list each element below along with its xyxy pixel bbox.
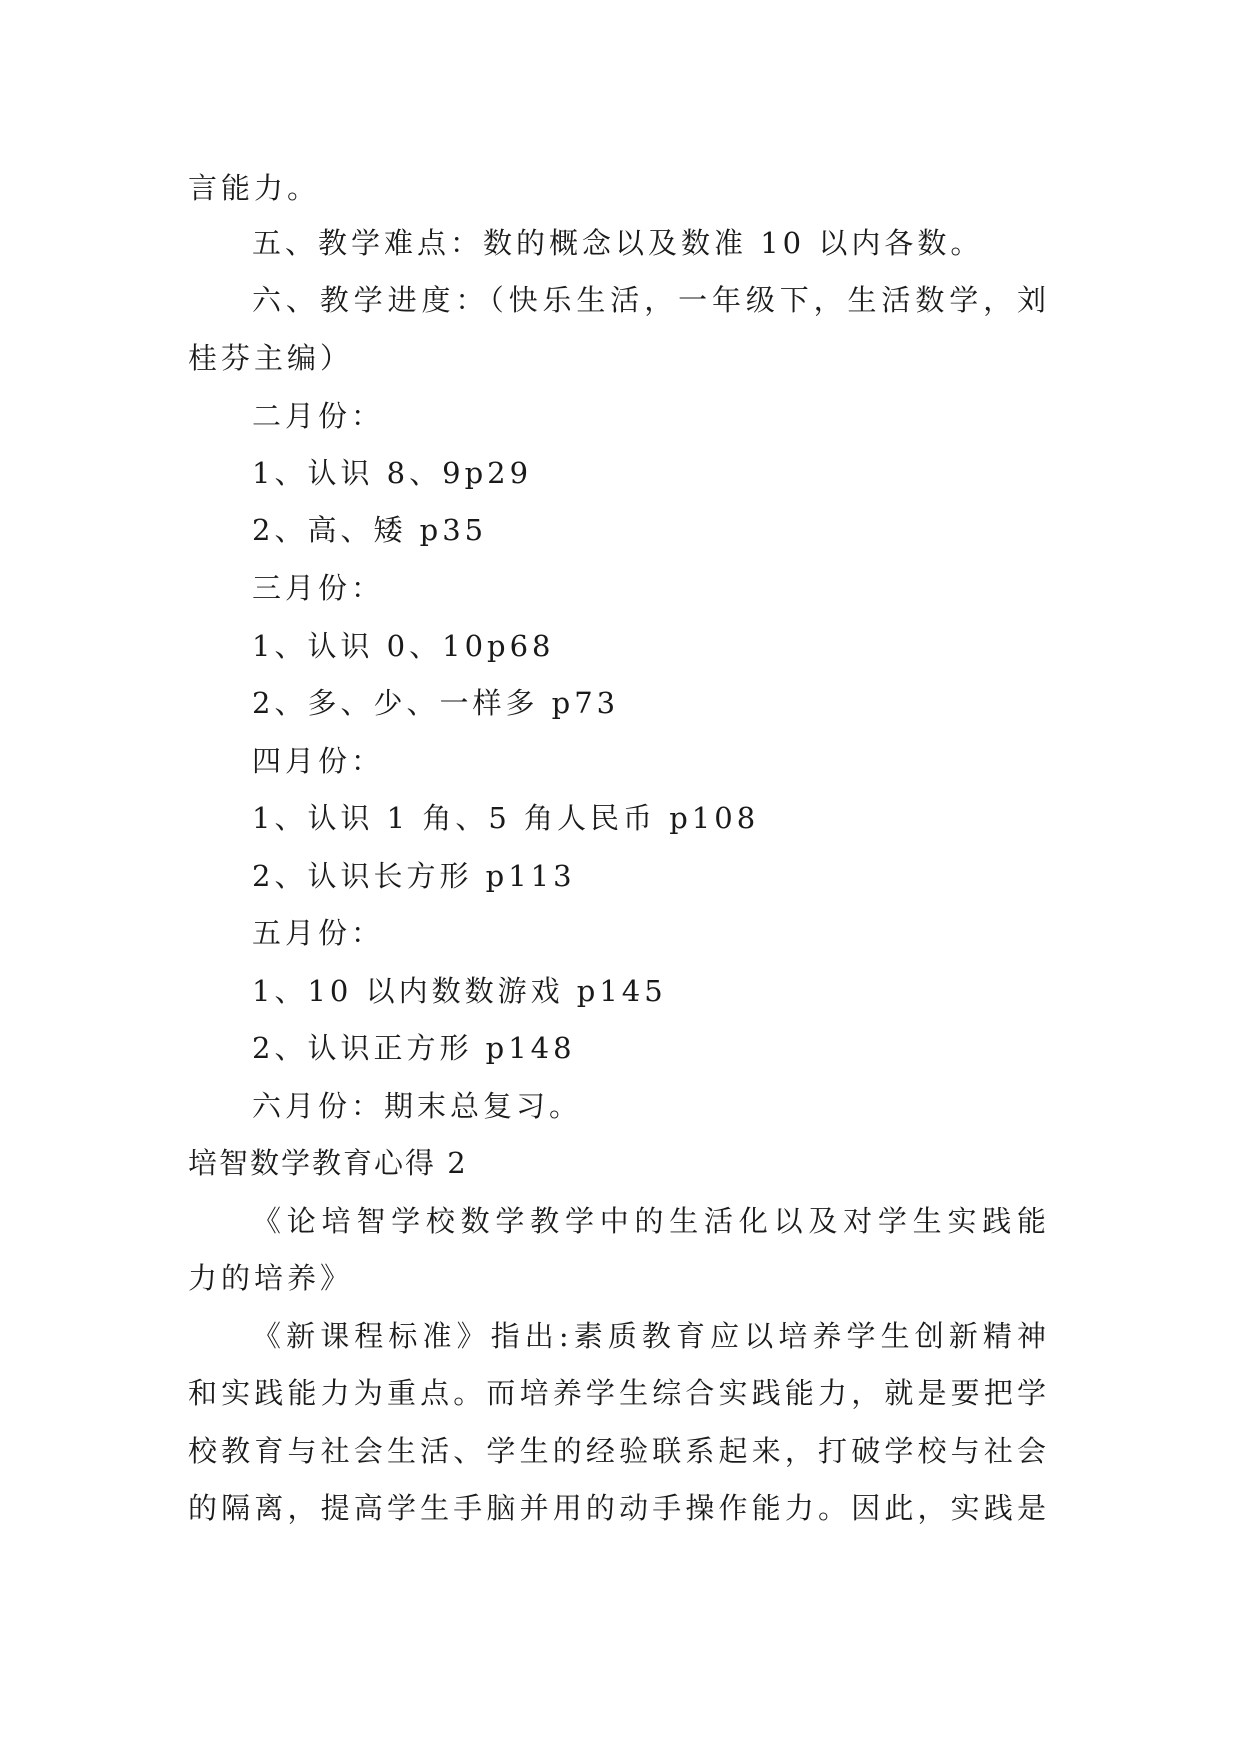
month-heading: 五月份： [252,916,385,950]
list-item: 1、认识 1 角、5 角人民币 p108 [252,801,760,835]
month-heading: 二月份： [252,399,385,433]
paragraph-line: 言能力。 [188,171,321,205]
paragraph-line: 六月份：期末总复习。 [252,1089,583,1123]
list-item: 2、认识长方形 p113 [252,859,576,893]
list-item: 1、认识 0、10p68 [252,629,555,663]
paragraph-line: 和实践能力为重点。而培养学生综合实践能力，就是要把学 [188,1376,1046,1410]
article-title-line: 《论培智学校数学教学中的生活化以及对学生实践能 [252,1204,1046,1238]
article-title-line: 力的培养》 [188,1261,354,1295]
paragraph-line: 五、教学难点：数的概念以及数准 10 以内各数。 [252,226,984,260]
list-item: 2、认识正方形 p148 [252,1031,576,1065]
paragraph-line: 桂芬主编） [188,341,354,375]
paragraph-line: 校教育与社会生活、学生的经验联系起来，打破学校与社会 [188,1434,1046,1468]
month-heading: 三月份： [252,571,385,605]
list-item: 2、多、少、一样多 p73 [252,686,620,720]
paragraph-line: 的隔离，提高学生手脑并用的动手操作能力。因此，实践是 [188,1491,1046,1525]
paragraph-line: 《新课程标准》指出:素质教育应以培养学生创新精神 [252,1319,1046,1353]
list-item: 2、高、矮 p35 [252,513,488,547]
section-heading: 培智数学教育心得 2 [188,1146,468,1180]
list-item: 1、10 以内数数游戏 p145 [252,974,667,1008]
paragraph-line: 六、教学进度：（快乐生活，一年级下，生活数学，刘 [252,283,1046,317]
month-heading: 四月份： [252,744,385,778]
list-item: 1、认识 8、9p29 [252,456,533,490]
